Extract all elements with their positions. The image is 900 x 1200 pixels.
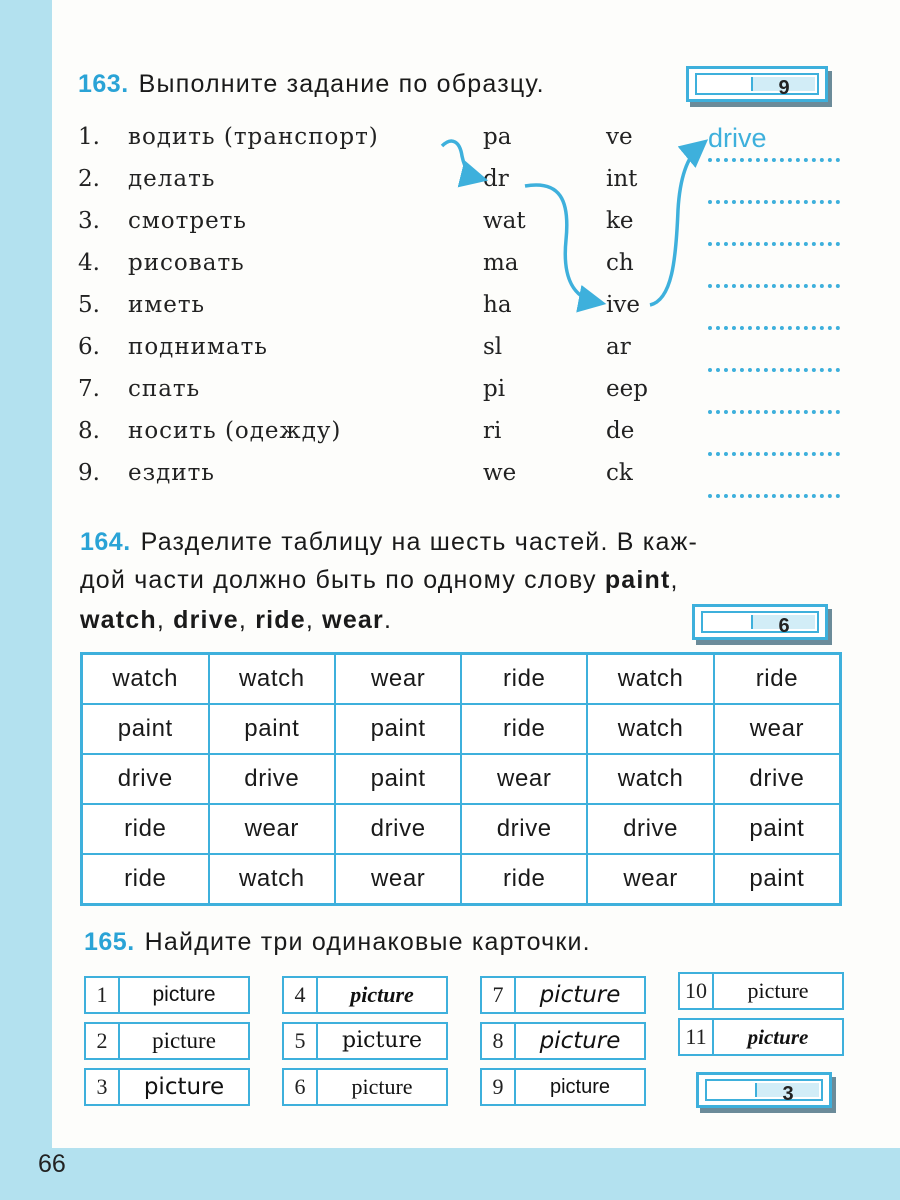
grid-cell[interactable]: drive xyxy=(209,754,336,804)
grid-cell[interactable]: ride xyxy=(461,854,587,905)
word-start: dr xyxy=(483,166,509,192)
example-arrows xyxy=(0,0,900,520)
task-164-score: 6 xyxy=(751,615,815,629)
period: . xyxy=(383,606,393,634)
card-word: picture xyxy=(549,1076,611,1098)
card-number: 4 xyxy=(284,978,318,1012)
russian-verb: смотреть xyxy=(128,208,247,234)
arrow-3-icon xyxy=(650,146,700,305)
task-165-heading xyxy=(84,928,591,957)
separator: , xyxy=(156,606,174,634)
arrow-2-icon xyxy=(525,185,596,302)
picture-card-8[interactable] xyxy=(480,1022,646,1060)
card-word: picture xyxy=(747,978,809,1003)
row-number: 3. xyxy=(78,208,100,234)
word-end: eep xyxy=(606,376,648,402)
task-164-number: 164. xyxy=(80,528,131,556)
card-number: 10 xyxy=(680,974,714,1008)
russian-verb: поднимать xyxy=(128,334,268,360)
card-number: 2 xyxy=(86,1024,120,1058)
card-number: 1 xyxy=(86,978,120,1012)
russian-verb: спать xyxy=(128,376,201,402)
grid-cell[interactable]: paint xyxy=(82,704,209,754)
grid-row xyxy=(82,754,841,804)
keyword-paint: paint xyxy=(604,566,671,594)
word-start: pa xyxy=(483,124,512,150)
picture-card-6[interactable] xyxy=(282,1068,448,1106)
card-word: picture xyxy=(350,982,414,1007)
grid-cell[interactable]: wear xyxy=(335,854,461,905)
keyword-wear: wear xyxy=(322,606,384,634)
task-164-heading xyxy=(80,528,698,557)
task-163-instruction: Выполните задание по образцу. xyxy=(138,70,545,98)
separator: , xyxy=(238,606,256,634)
keyword-watch: watch xyxy=(80,606,157,634)
row-number: 2. xyxy=(78,166,100,192)
grid-cell[interactable]: wear xyxy=(335,654,461,705)
task-164-score-box xyxy=(692,604,828,640)
grid-cell[interactable]: watch xyxy=(587,754,714,804)
grid-cell[interactable]: paint xyxy=(209,704,336,754)
task-164-text-line1: Разделите таблицу на шесть частей. В каж- xyxy=(140,528,699,556)
row-number: 7. xyxy=(78,376,100,402)
task-165-instruction: Найдите три одинаковые карточки. xyxy=(144,928,591,956)
picture-card-4[interactable] xyxy=(282,976,448,1014)
card-word: picture xyxy=(143,1074,225,1100)
grid-row xyxy=(82,854,841,905)
card-number: 3 xyxy=(86,1070,120,1104)
card-word: picture xyxy=(342,1028,422,1053)
russian-verb: делать xyxy=(128,166,216,192)
word-end: ve xyxy=(606,124,633,150)
card-word: picture xyxy=(351,1074,413,1099)
card-number: 7 xyxy=(482,978,516,1012)
arrow-1-icon xyxy=(442,141,478,178)
grid-cell[interactable]: ride xyxy=(461,654,587,705)
grid-cell[interactable]: ride xyxy=(82,804,209,854)
picture-card-7[interactable] xyxy=(480,976,646,1014)
card-word: picture xyxy=(539,1028,621,1054)
separator: , xyxy=(670,566,679,594)
word-end: ive xyxy=(606,292,640,318)
grid-cell[interactable]: drive xyxy=(714,754,841,804)
grid-cell[interactable]: watch xyxy=(209,854,336,905)
card-number: 11 xyxy=(680,1020,714,1054)
row-number: 9. xyxy=(78,460,100,486)
word-start: wat xyxy=(483,208,526,234)
grid-cell[interactable]: ride xyxy=(461,704,587,754)
card-number: 8 xyxy=(482,1024,516,1058)
grid-cell[interactable]: watch xyxy=(209,654,336,705)
card-number: 6 xyxy=(284,1070,318,1104)
grid-cell[interactable]: drive xyxy=(461,804,587,854)
grid-row xyxy=(82,804,841,854)
grid-cell[interactable]: watch xyxy=(587,654,714,705)
word-start: ma xyxy=(483,250,519,276)
task-165-score: 3 xyxy=(755,1083,819,1097)
row-number: 8. xyxy=(78,418,100,444)
russian-verb: водить (транспорт) xyxy=(128,124,379,150)
russian-verb: иметь xyxy=(128,292,206,318)
grid-row xyxy=(82,654,841,705)
grid-cell[interactable]: drive xyxy=(82,754,209,804)
keyword-drive: drive xyxy=(173,606,239,634)
word-end: int xyxy=(606,166,638,192)
answer-line[interactable]: drive xyxy=(708,128,840,162)
grid-cell[interactable]: ride xyxy=(714,654,841,705)
card-word: picture xyxy=(539,982,621,1008)
picture-card-11[interactable] xyxy=(678,1018,844,1056)
card-word: picture xyxy=(747,1025,809,1049)
picture-card-9[interactable] xyxy=(480,1068,646,1106)
row-number: 1. xyxy=(78,124,100,150)
row-number: 4. xyxy=(78,250,100,276)
grid-cell[interactable]: watch xyxy=(82,654,209,705)
task-163-score: 9 xyxy=(751,77,815,91)
row-number: 5. xyxy=(78,292,100,318)
russian-verb: ездить xyxy=(128,460,215,486)
word-start: sl xyxy=(483,334,503,360)
card-number: 9 xyxy=(482,1070,516,1104)
grid-cell[interactable]: paint xyxy=(714,804,841,854)
grid-cell[interactable]: watch xyxy=(587,704,714,754)
page-number: 66 xyxy=(38,1150,66,1178)
card-number: 5 xyxy=(284,1024,318,1058)
grid-cell[interactable]: drive xyxy=(335,804,461,854)
word-grid xyxy=(80,652,842,906)
keyword-ride: ride xyxy=(255,606,306,634)
picture-card-10[interactable] xyxy=(678,972,844,1010)
picture-card-3[interactable] xyxy=(84,1068,250,1106)
word-start: we xyxy=(483,460,517,486)
grid-cell[interactable]: wear xyxy=(461,754,587,804)
russian-verb: носить (одежду) xyxy=(128,418,342,444)
task-165-number: 165. xyxy=(84,928,135,956)
picture-card-5[interactable] xyxy=(282,1022,448,1060)
grid-cell[interactable]: wear xyxy=(209,804,336,854)
card-word: picture xyxy=(152,983,216,1006)
grid-cell[interactable]: paint xyxy=(335,754,461,804)
grid-cell[interactable]: ride xyxy=(82,854,209,905)
russian-verb: рисовать xyxy=(128,250,245,276)
word-end: ke xyxy=(606,208,634,234)
task-164-text-line2: дой части должно быть по одному слову xyxy=(80,566,605,594)
task-163-number: 163. xyxy=(78,70,129,98)
separator: , xyxy=(305,606,323,634)
picture-card-1[interactable] xyxy=(84,976,250,1014)
task-165-score-box xyxy=(696,1072,832,1108)
grid-cell[interactable]: paint xyxy=(714,854,841,905)
word-end: ch xyxy=(606,250,634,276)
card-word: picture xyxy=(152,1028,216,1053)
word-end: ar xyxy=(606,334,631,360)
picture-card-2[interactable] xyxy=(84,1022,250,1060)
grid-cell[interactable]: wear xyxy=(714,704,841,754)
word-end: de xyxy=(606,418,635,444)
grid-cell[interactable]: wear xyxy=(587,854,714,905)
grid-cell[interactable]: paint xyxy=(335,704,461,754)
word-start: pi xyxy=(483,376,506,402)
row-number: 6. xyxy=(78,334,100,360)
word-end: ck xyxy=(606,460,633,486)
word-start: ri xyxy=(483,418,502,444)
grid-row xyxy=(82,704,841,754)
word-start: ha xyxy=(483,292,512,318)
grid-cell[interactable]: drive xyxy=(587,804,714,854)
